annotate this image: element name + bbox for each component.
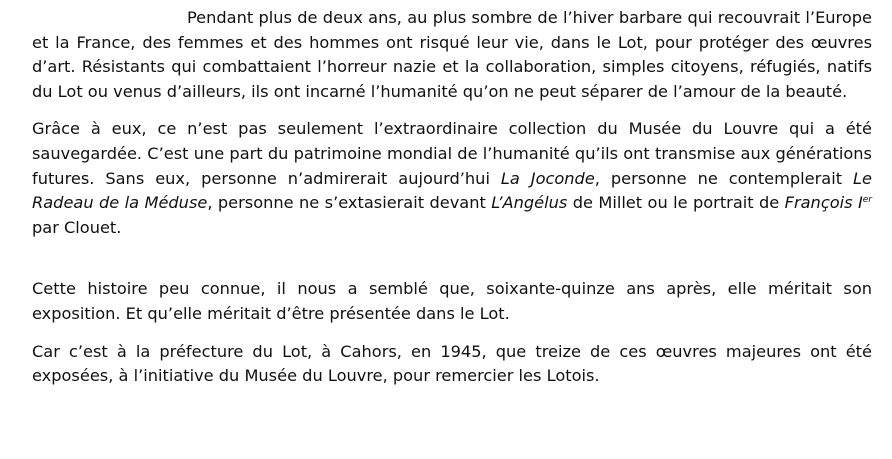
paragraph-2-text-2: , personne ne contemplerait	[594, 168, 854, 188]
artwork-title-joconde: La Joconde	[500, 168, 595, 188]
artwork-title-francois: François I	[784, 193, 863, 213]
document-body	[32, 6, 872, 389]
paragraph-2-text-5: par Clouet.	[32, 217, 122, 237]
paragraph-2-text-3: , personne ne s’extasierait devant	[207, 193, 492, 213]
ordinal-superscript: er	[862, 195, 872, 206]
paragraph-2-text-4: de Millet ou le portrait de	[567, 193, 785, 213]
artwork-title-angelus: L’Angélus	[491, 193, 568, 213]
paragraph-3: Cette histoire peu connue, il nous a semblé que, soixante-quinze ans après, elle méritait son exposition. Et qu’elle méritait d’être présentée dans le Lot.	[32, 279, 872, 323]
artwork-title-radeau: Le Radeau de la Méduse	[32, 168, 872, 213]
paragraph-4: Car c’est à la préfecture du Lot, à Cahors, en 1945, que treize de ces œuvres majeures ont été exposées, à l’initiative du Musée du Louvre, pour remercier les Lotois.	[32, 341, 872, 386]
paragraph-2	[32, 117, 872, 240]
paragraph-2-text-1: Grâce à eux, ce n’est pas seulement l’extraordinaire collection du Musée du Louvre qui a été sauvegardée. C’est une part du patrimoine mondial de l’humanité qu’ils ont transmise aux générations futures. Sans eux, personne n’admirerait aujourd’hui	[32, 119, 872, 188]
paragraph-1: Pendant plus de deux ans, au plus sombre de l’hiver barbare qui recouvrait l’Europe et la France, des femmes et des hommes ont risqué leur vie, dans le Lot, pour protéger des œuvres d’art. Résistants qui combattaient l’horreur nazie et la collaboration, simples citoyens, réfugiés, natifs du Lot ou venus d’ailleurs, ils ont incarné l’humanité qu’on ne peut séparer de l’amour de la beauté.	[32, 8, 872, 101]
